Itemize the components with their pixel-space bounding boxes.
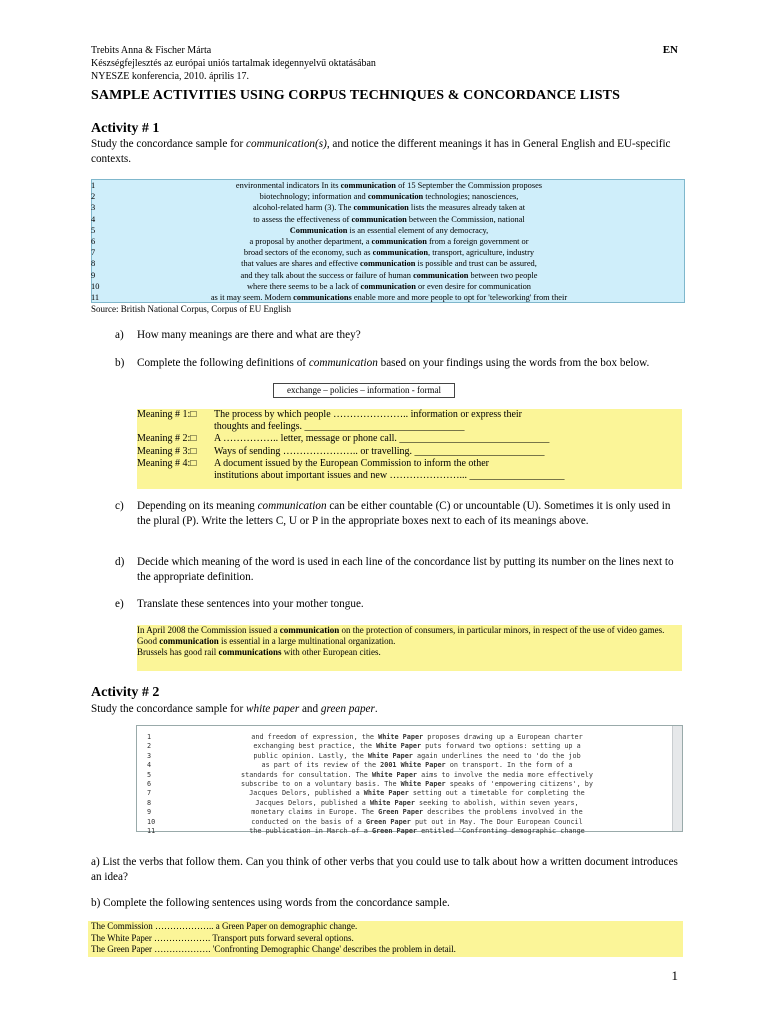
left-context: that values are shares and effective	[241, 259, 361, 269]
line-number: 11	[91, 292, 100, 302]
scrollbar[interactable]	[672, 726, 682, 831]
line-text	[92, 281, 686, 292]
line-text	[92, 202, 686, 213]
line-text	[167, 733, 667, 743]
intro-term: communication(s)	[246, 138, 327, 150]
complete-sentences-box	[88, 921, 683, 957]
meaning-text: The process by which people ………………….. information or express their	[214, 409, 522, 420]
intro-text: Study the concordance sample for	[91, 703, 247, 715]
left-context: biotechnology; information and	[259, 192, 368, 202]
sentence-start: Brussels has good rail	[137, 647, 219, 657]
keyword: communication	[371, 236, 427, 246]
keyword: communication	[367, 192, 424, 202]
concordance-line	[137, 771, 682, 780]
keyword: Green Paper	[371, 826, 417, 835]
question-b	[115, 356, 685, 371]
keyword: communications	[293, 292, 352, 302]
concordance-line	[137, 742, 682, 751]
keyword: White Paper	[376, 742, 422, 751]
page-number: 1	[671, 968, 678, 983]
line-number: 9	[147, 808, 152, 817]
left-context: and freedom of expression, the	[251, 733, 379, 741]
line-number: 10	[147, 817, 156, 826]
keyword: communications	[218, 647, 282, 657]
right-context: from a foreign government or	[426, 236, 529, 246]
right-context: between the Commission, national	[406, 214, 525, 224]
concordance-line	[137, 827, 682, 836]
line-number: 2	[147, 742, 152, 751]
left-context: broad sectors of the economy, such as	[243, 248, 373, 258]
left-context: Jacques Delors, published a	[249, 789, 364, 798]
left-context: environmental indicators In its	[235, 181, 341, 190]
right-context: lists the measures already taken at	[408, 203, 526, 213]
right-context: between two people	[468, 270, 538, 280]
concordance-line	[137, 789, 682, 798]
concordance-line	[92, 225, 684, 236]
line-text	[167, 818, 667, 828]
question-text-end: can be either countable (C) or uncountable (U). Sometimes it is only used in the plural (P). Write the letters C, U or P in the appropriate boxes next to each of its meanings above.	[137, 500, 671, 527]
meaning-text: A …………….. letter, message or phone call. ______________________________	[214, 433, 550, 445]
meaning-text: Ways of sending ………………….. or travelling. __________________________	[214, 445, 545, 457]
intro-text-end: .	[374, 703, 378, 715]
keyword: 2001 White Paper	[380, 761, 446, 770]
right-context: put out in May. The Dour European Council	[410, 817, 583, 826]
sentence-start: In April 2008 the Commission issued a	[137, 625, 280, 635]
question-term: communication	[308, 357, 378, 369]
meaning-row	[137, 409, 682, 421]
left-context: conducted on the basis of a	[251, 817, 366, 826]
concordance-line	[92, 281, 684, 292]
line-number: 8	[91, 259, 96, 269]
right-context: of 15 September the Commission proposes	[395, 181, 543, 190]
line-text	[167, 752, 667, 762]
intro-text: Study the concordance sample for	[91, 138, 247, 150]
header-conference-title: Készségfejlesztés az európai uniós tartalmak idegennyelvű oktatásában	[91, 58, 376, 69]
keyword: communication	[360, 281, 416, 291]
keyword: communication	[351, 214, 407, 224]
line-number: 7	[91, 248, 96, 258]
line-number: 3	[91, 203, 96, 213]
concordance-line	[137, 808, 682, 817]
concordance-line	[92, 180, 684, 191]
question-label: c)	[115, 500, 124, 512]
line-number: 3	[147, 751, 152, 760]
sentence	[137, 636, 682, 647]
line-number: 6	[91, 236, 96, 246]
question-text-start: Depending on its meaning	[137, 500, 258, 512]
question-label: e)	[115, 598, 124, 610]
meaning-label: Meaning # 1:	[137, 409, 191, 420]
left-context: alcohol-related harm (3). The	[252, 203, 354, 213]
question-label: b)	[115, 357, 125, 369]
sentence-end: is essential in a large multinational organization.	[218, 636, 396, 646]
line-text	[92, 225, 686, 236]
line-text	[92, 191, 686, 202]
concordance-line	[92, 292, 684, 303]
left-context: as it may seem. Modern	[210, 292, 294, 302]
concordance-line	[137, 799, 682, 808]
left-context: monetary claims in Europe. The	[251, 808, 379, 817]
right-context: is possible and trust can be assured,	[415, 259, 537, 269]
keyword: White Paper	[369, 798, 415, 807]
keyword: communication	[340, 181, 396, 190]
keyword: White Paper	[363, 789, 409, 798]
keyword: Green Paper	[365, 817, 411, 826]
line-text	[167, 742, 667, 752]
keyword: communication	[353, 203, 409, 213]
gap-fill-sentence: The Green Paper ………………. 'Confronting Demographic Change' describes the problem in detail.	[91, 944, 456, 954]
right-context: setting out a timetable for completing the	[408, 789, 585, 798]
line-number: 7	[147, 789, 152, 798]
question-text-end: based on your findings using the words from the box below.	[377, 357, 650, 369]
meaning-row	[137, 470, 682, 482]
line-text	[92, 214, 686, 225]
question-label: a)	[115, 329, 124, 341]
line-text	[167, 799, 667, 809]
question-e	[115, 597, 685, 612]
keyword: communication	[159, 636, 219, 646]
concordance-lines	[137, 726, 682, 836]
activity-2-heading: Activity # 2	[91, 685, 160, 700]
meaning-row	[137, 433, 682, 445]
right-context: aims to involve the media more effectively	[417, 770, 593, 779]
question-text: Translate these sentences into your mother tongue.	[137, 598, 364, 610]
line-number: 1	[147, 733, 152, 741]
left-context: and they talk about the success or failure of human	[240, 270, 414, 280]
keyword: Green Paper	[378, 808, 424, 817]
left-context: to assess the effectiveness of	[253, 214, 352, 224]
right-context: on transport. In the form of a	[445, 761, 573, 770]
right-context: again underlines the need to 'do the job	[412, 751, 581, 760]
right-context: is an essential element of any democracy,	[347, 225, 489, 235]
line-number: 5	[147, 770, 152, 779]
line-number: 8	[147, 798, 152, 807]
concordance-line	[137, 780, 682, 789]
meaning-checkbox[interactable]: □	[190, 445, 197, 457]
keyword: communication	[372, 248, 429, 258]
keyword: communication	[279, 625, 340, 635]
meaning-row	[137, 421, 682, 433]
question-c	[115, 499, 685, 529]
right-context: describes the problems involved in the	[423, 808, 583, 817]
line-text	[92, 258, 686, 269]
concordance-line	[137, 752, 682, 761]
right-context: speaks of 'empowering citizens', by	[445, 779, 593, 788]
left-context: Jacques Delors, published a	[255, 798, 370, 807]
line-number: 4	[147, 761, 152, 770]
line-text	[92, 180, 686, 191]
line-number: 5	[91, 225, 96, 235]
keyword: Communication	[289, 225, 348, 235]
right-context: entitled 'Confronting demographic change	[417, 826, 585, 835]
meaning-checkbox[interactable]: □	[190, 409, 197, 420]
line-number: 1	[91, 181, 96, 190]
keyword: White Paper	[400, 779, 446, 788]
activity-2-question-a: a) List the verbs that follow them. Can you think of other verbs that you could use to talk about how a written document introduces an idea?	[91, 856, 678, 883]
sentence	[137, 625, 682, 636]
intro-term-green-paper: green paper	[320, 703, 375, 715]
activity-1-intro	[91, 137, 681, 167]
question-text-start: Complete the following definitions of	[137, 357, 309, 369]
line-text	[167, 771, 667, 781]
document-header	[91, 44, 376, 83]
keyword: White Paper	[367, 751, 413, 760]
meaning-text: thoughts and feelings. ________________________________	[214, 421, 465, 433]
concordance-line	[92, 270, 684, 281]
question-text: How many meanings are there and what are they?	[137, 329, 361, 341]
meaning-checkbox[interactable]: □	[190, 457, 197, 469]
meaning-label: Meaning # 2:	[137, 433, 191, 445]
line-text	[167, 761, 667, 771]
left-context: subscribe to on a voluntary basis. The	[241, 779, 401, 788]
activity-2-intro	[91, 702, 681, 717]
concordance-line	[137, 761, 682, 770]
left-context: a proposal by another department, a	[249, 236, 372, 246]
line-number: 4	[91, 214, 96, 224]
left-context: the publication in March of a	[249, 826, 372, 835]
right-context: technologies; nanosciences,	[423, 192, 519, 202]
activity-1-heading: Activity # 1	[91, 121, 160, 136]
keyword: communication	[360, 259, 416, 269]
question-a	[115, 328, 685, 343]
concordance-line	[92, 191, 684, 202]
line-text	[167, 780, 667, 790]
concordance-line	[92, 247, 684, 258]
meaning-label: Meaning # 3:	[137, 445, 191, 457]
concordance-line	[92, 258, 684, 269]
question-text: Decide which meaning of the word is used in each line of the concordance list by putting its number on the lines next to the appropriate definition.	[137, 556, 674, 583]
document-title: SAMPLE ACTIVITIES USING CORPUS TECHNIQUES & CONCORDANCE LISTS	[91, 88, 621, 103]
word-box: exchange – policies – information - formal	[273, 383, 455, 398]
keyword: White Paper	[378, 733, 424, 741]
concordance-line	[137, 733, 682, 742]
concordance-line	[92, 214, 684, 225]
sentence-end: with other European cities.	[281, 647, 381, 657]
right-context: seeking to abolish, within seven years,	[414, 798, 579, 807]
line-text	[167, 827, 667, 837]
translate-sentences-box	[137, 625, 682, 671]
sentence-end: on the protection of consumers, in particular minors, in respect of the use of video games.	[339, 625, 665, 635]
question-text	[137, 356, 685, 371]
line-number: 9	[91, 270, 96, 280]
meaning-text: institutions about important issues and new …………………... ___________________	[214, 469, 565, 481]
meaning-text: A document issued by the European Commission to inform the other	[214, 457, 489, 469]
left-context: exchanging best practice, the	[253, 742, 377, 751]
right-context: puts forward two options: setting up a	[421, 742, 581, 751]
gap-fill-sentence: The Commission ……………….. a Green Paper on demographic change.	[91, 921, 358, 931]
question-d	[115, 555, 685, 585]
line-text	[92, 247, 686, 258]
line-number: 11	[147, 826, 156, 835]
concordance-screenshot	[136, 725, 683, 835]
gap-fill-sentence: The White Paper ………………. Transport puts forward several options.	[91, 932, 354, 943]
line-text	[167, 808, 667, 818]
left-context: standards for consultation. The	[241, 770, 372, 779]
right-context: , transport, agriculture, industry	[428, 248, 535, 258]
concordance-line	[92, 236, 684, 247]
line-text	[167, 789, 667, 799]
keyword: communication	[413, 270, 469, 280]
left-context: where there seems to be a lack of	[247, 281, 361, 291]
keyword: White Paper	[371, 770, 417, 779]
intro-term-white-paper: white paper	[246, 703, 300, 715]
meaning-label: Meaning # 4:	[137, 457, 191, 469]
right-context: enable more and more people to opt for 'teleworking' from their	[351, 292, 568, 302]
meaning-checkbox[interactable]: □	[190, 433, 197, 445]
line-text	[92, 270, 686, 281]
left-context: public opinion. Lastly, the	[253, 751, 368, 760]
header-conference-date: NYESZE konferencia, 2010. április 17.	[91, 71, 250, 82]
header-authors: Trebits Anna & Fischer Márta	[91, 45, 212, 56]
right-context: proposes drawing up a European charter	[423, 733, 583, 741]
concordance-source: Source: British National Corpus, Corpus of EU English	[91, 304, 291, 314]
intro-text-end: , and notice the different meanings it has in General English and EU-specific contexts.	[91, 138, 671, 165]
question-text	[137, 499, 685, 529]
activity-2-question-b: b) Complete the following sentences using words from the concordance sample.	[91, 897, 450, 909]
line-number: 6	[147, 779, 152, 788]
concordance-box-communication	[91, 179, 685, 303]
concordance-line	[92, 202, 684, 213]
question-term: communication	[257, 500, 327, 512]
sentence-start: Good	[137, 636, 160, 646]
meanings-box	[137, 409, 682, 489]
meaning-row	[137, 458, 682, 470]
line-number: 10	[91, 281, 100, 291]
language-code: EN	[662, 44, 678, 56]
line-text	[92, 292, 686, 303]
line-number: 2	[91, 192, 96, 202]
left-context: as part of its review of the	[261, 761, 381, 770]
intro-text-mid: and	[299, 703, 321, 715]
question-label: d)	[115, 556, 125, 568]
line-text	[92, 236, 686, 247]
meaning-row	[137, 446, 682, 458]
right-context: or even desire for communication	[415, 281, 531, 291]
sentence	[137, 647, 682, 658]
concordance-line	[137, 818, 682, 827]
